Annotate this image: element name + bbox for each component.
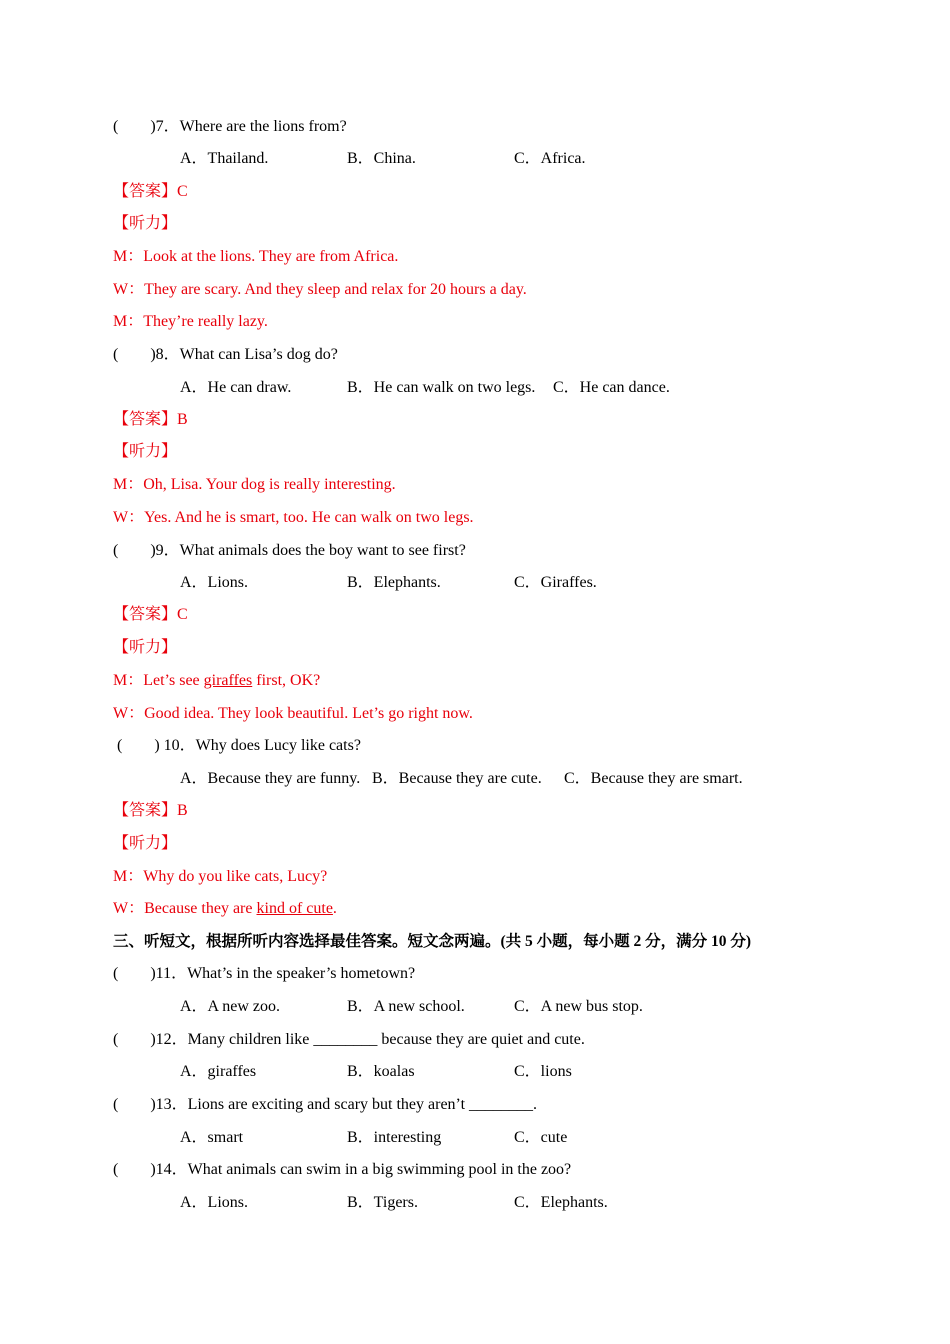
q7-script-line: M：Look at the lions. They are from Africa. [113, 248, 399, 265]
q7-stem: ( )7．Where are the lions from? [113, 118, 347, 135]
q8-answer: 【答案】B [113, 411, 188, 428]
q9-listen-label: 【听力】 [113, 639, 178, 656]
q8-script-line: M：Oh, Lisa. Your dog is really interesting. [113, 476, 396, 493]
q10-option-b: B．Because they are cute. [372, 770, 542, 787]
q12-option-c: C．lions [514, 1063, 572, 1080]
q9-answer: 【答案】C [113, 606, 188, 623]
q9-stem: ( )9．What animals does the boy want to see first? [113, 542, 466, 559]
q7-option-a: A．Thailand. [180, 150, 269, 167]
q9-option-a: A．Lions. [180, 574, 249, 591]
q11-option-c: C．A new bus stop. [514, 998, 643, 1015]
q10-script-text: . [332, 900, 337, 917]
q10-script-line: M：Why do you like cats, Lucy? [113, 868, 328, 885]
q10-listen-label: 【听力】 [113, 835, 178, 852]
q12-option-b: B．koalas [347, 1063, 415, 1080]
q7-option-b: B．China. [347, 150, 416, 167]
q13-option-b: B．interesting [347, 1129, 442, 1146]
q9-option-c: C．Giraffes. [514, 574, 597, 591]
q9-script-text: first, OK? [252, 672, 321, 689]
q8-script-line: W：Yes. And he is smart, too. He can walk on two legs. [113, 509, 474, 526]
q11-stem: ( )11．What’s in the speaker’s hometown? [113, 965, 416, 982]
q8-listen-label: 【听力】 [113, 443, 178, 460]
q12-option-a: A．giraffes [180, 1063, 257, 1080]
q14-option-a: A．Lions. [180, 1194, 249, 1211]
q10-script-text: W：Because they are [113, 900, 257, 917]
q8-option-c: C．He can dance. [553, 379, 670, 396]
q13-option-c: C．cute [514, 1129, 568, 1146]
q7-script-line: M：They’re really lazy. [113, 313, 268, 330]
q13-stem: ( )13．Lions are exciting and scary but they aren’t ________. [113, 1096, 538, 1113]
q9-script-line [113, 671, 320, 691]
q12-stem: ( )12．Many children like ________ because they are quiet and cute. [113, 1031, 585, 1048]
q7-answer: 【答案】C [113, 183, 188, 200]
q10-answer: 【答案】B [113, 802, 188, 819]
q14-stem: ( )14．What animals can swim in a big swimming pool in the zoo? [113, 1161, 572, 1178]
q10-option-c: C．Because they are smart. [564, 770, 743, 787]
q11-option-a: A．A new zoo. [180, 998, 280, 1015]
q9-script-line: W：Good idea. They look beautiful. Let’s go right now. [113, 705, 473, 722]
q9-option-b: B．Elephants. [347, 574, 441, 591]
q14-option-c: C．Elephants. [514, 1194, 608, 1211]
q8-option-a: A．He can draw. [180, 379, 292, 396]
q10-script-line [113, 899, 337, 919]
section-3-heading: 三、听短文，根据所听内容选择最佳答案。短文念两遍。(共 5 小题，每小题 2 分，满分 10 分) [113, 933, 752, 950]
q14-option-b: B．Tigers. [347, 1194, 418, 1211]
q13-option-a: A．smart [180, 1129, 244, 1146]
q9-underlined-word: giraffes [203, 672, 253, 689]
q11-option-b: B．A new school. [347, 998, 465, 1015]
q8-stem: ( )8．What can Lisa’s dog do? [113, 346, 338, 363]
q10-stem: ( ) 10．Why does Lucy like cats? [113, 737, 361, 754]
q9-script-text: M：Let’s see [113, 672, 204, 689]
q8-option-b: B．He can walk on two legs. [347, 379, 536, 396]
q7-script-line: W：They are scary. And they sleep and relax for 20 hours a day. [113, 281, 527, 298]
q10-option-a: A．Because they are funny. [180, 770, 361, 787]
q10-underlined-phrase: kind of cute [256, 900, 333, 917]
q7-listen-label: 【听力】 [113, 215, 178, 232]
q7-option-c: C．Africa. [514, 150, 586, 167]
